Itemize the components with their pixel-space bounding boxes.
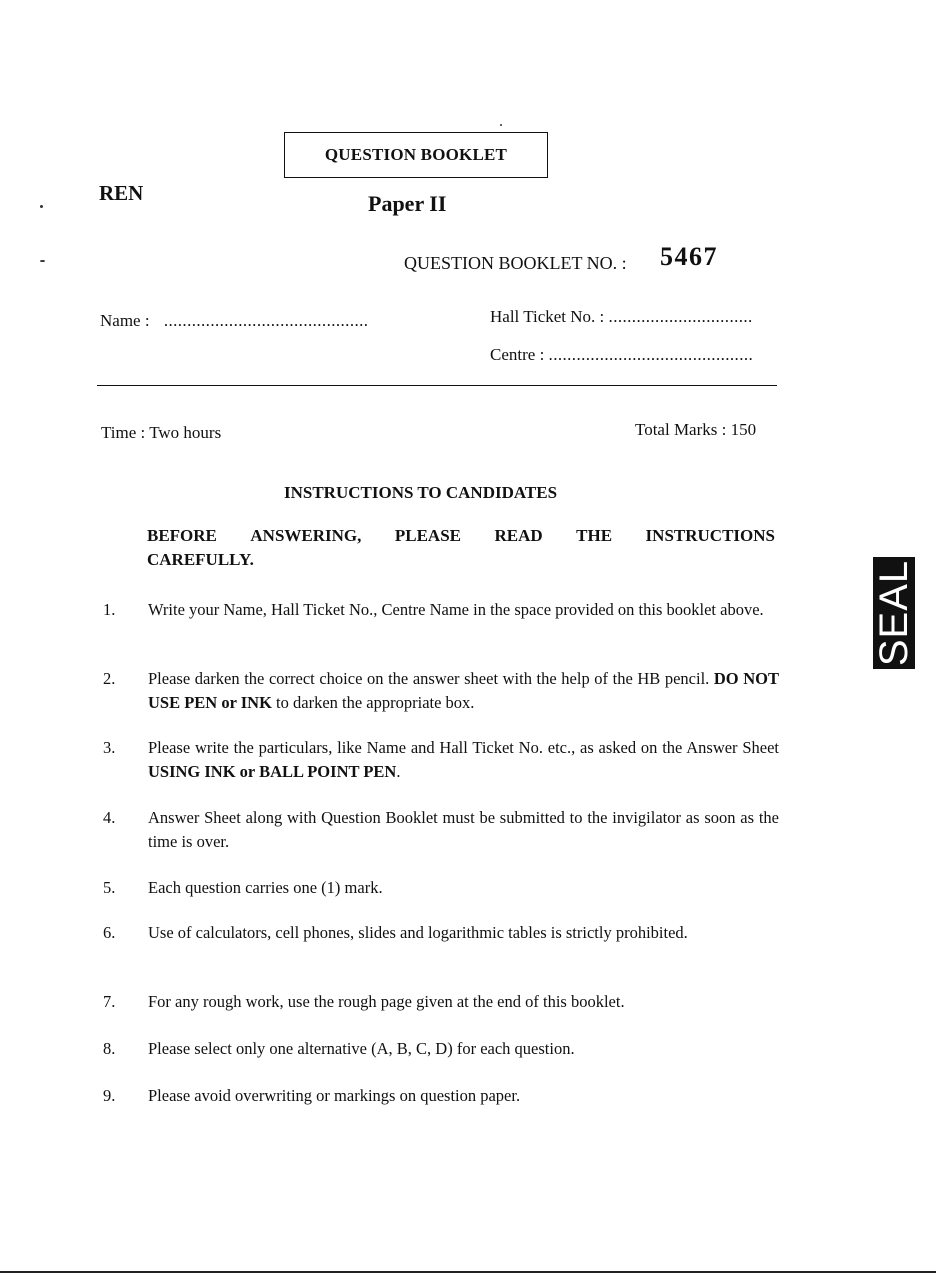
total-marks: Total Marks : 150 — [635, 420, 757, 439]
instruction-number: 7. — [103, 992, 116, 1011]
name-field — [100, 311, 368, 331]
instruction-item — [103, 806, 779, 854]
instruction-number: 8. — [103, 1039, 116, 1058]
instruction-text-part: Please darken the correct choice on the answer sheet with the help of the HB pencil. — [148, 669, 714, 688]
instruction-text — [148, 990, 779, 1014]
before-notice-word: READ — [494, 526, 543, 545]
instruction-text-part: to darken the appropriate box. — [271, 693, 475, 712]
instruction-number: 3. — [103, 738, 116, 757]
before-notice-line1 — [147, 524, 775, 548]
instruction-emphasis: DO NOT USE PEN or INK — [148, 669, 779, 712]
scan-speck — [500, 124, 502, 126]
instruction-number: 6. — [103, 923, 116, 942]
seal-stamp — [873, 557, 915, 669]
instruction-text-part: Write your Name, Hall Ticket No., Centre Name in the space provided on this booklet above. — [148, 600, 764, 619]
before-notice-word: BEFORE — [147, 526, 217, 545]
question-booklet-label: QUESTION BOOKLET — [324, 145, 508, 164]
before-notice-word: ANSWERING, — [250, 526, 362, 545]
page-bottom-edge — [0, 1271, 936, 1273]
subject-code: REN — [99, 181, 144, 205]
hall-ticket-field — [490, 307, 753, 327]
instruction-text — [148, 598, 779, 622]
instruction-text — [148, 921, 779, 945]
instruction-text — [148, 667, 779, 715]
instruction-text — [148, 1037, 779, 1061]
before-notice-line2: CAREFULLY. — [147, 550, 254, 569]
instruction-text-part: Please avoid overwriting or markings on question paper. — [148, 1086, 521, 1105]
seal-text: SEAL — [872, 559, 916, 667]
instruction-number: 9. — [103, 1086, 116, 1105]
instruction-text-part: Please select only one alternative (A, B, C, D) for each question. — [148, 1039, 575, 1058]
instruction-number: 5. — [103, 878, 116, 897]
instruction-item — [103, 736, 779, 784]
instruction-item — [103, 1084, 779, 1108]
booklet-number-label: QUESTION BOOKLET NO. : — [404, 253, 627, 273]
centre-field — [490, 345, 753, 365]
hall-ticket-label: Hall Ticket No. : — [490, 307, 605, 326]
name-blank: ............................................ — [163, 311, 369, 330]
instruction-item — [103, 921, 779, 945]
instruction-number: 1. — [103, 600, 116, 619]
before-notice-word: THE — [576, 526, 613, 545]
instruction-text-part: Each question carries one (1) mark. — [148, 878, 383, 897]
booklet-number: 5467 — [660, 242, 718, 271]
instruction-text-part: Use of calculators, cell phones, slides and logarithmic tables is strictly prohibited. — [148, 923, 688, 942]
header-divider — [97, 385, 777, 386]
centre-label: Centre : — [490, 345, 545, 364]
instruction-text-part: . — [396, 762, 401, 781]
hall-ticket-blank: ............................... — [608, 307, 753, 326]
before-notice-word: INSTRUCTIONS — [645, 526, 775, 545]
instruction-number: 2. — [103, 669, 116, 688]
name-label: Name : — [100, 311, 150, 330]
instruction-emphasis: USING INK or BALL POINT PEN — [148, 762, 397, 781]
before-notice-word: PLEASE — [394, 526, 462, 545]
instruction-text-part: Please write the particulars, like Name and Hall Ticket No. etc., as asked on the Answer Sheet — [148, 738, 779, 757]
instruction-item — [103, 598, 779, 622]
time-allowed: Time : Two hours — [101, 423, 222, 442]
centre-blank: ............................................ — [548, 345, 754, 364]
instruction-item — [103, 990, 779, 1014]
instruction-text-part: For any rough work, use the rough page given at the end of this booklet. — [148, 992, 625, 1011]
scan-speck — [40, 260, 45, 262]
paper-title: Paper II — [368, 191, 447, 216]
before-answering-notice — [147, 524, 775, 572]
instruction-item — [103, 667, 779, 715]
instruction-item — [103, 876, 779, 900]
instruction-text — [148, 1084, 779, 1108]
instruction-text — [148, 876, 779, 900]
instruction-text-part: Answer Sheet along with Question Booklet must be submitted to the invigilator as soon as the time is over. — [148, 808, 779, 851]
instruction-text — [148, 806, 779, 854]
instruction-text — [148, 736, 779, 784]
instructions-title: INSTRUCTIONS TO CANDIDATES — [284, 483, 558, 502]
instruction-number: 4. — [103, 808, 116, 827]
question-booklet-box — [284, 132, 548, 178]
instruction-item — [103, 1037, 779, 1061]
scan-speck — [40, 205, 43, 208]
